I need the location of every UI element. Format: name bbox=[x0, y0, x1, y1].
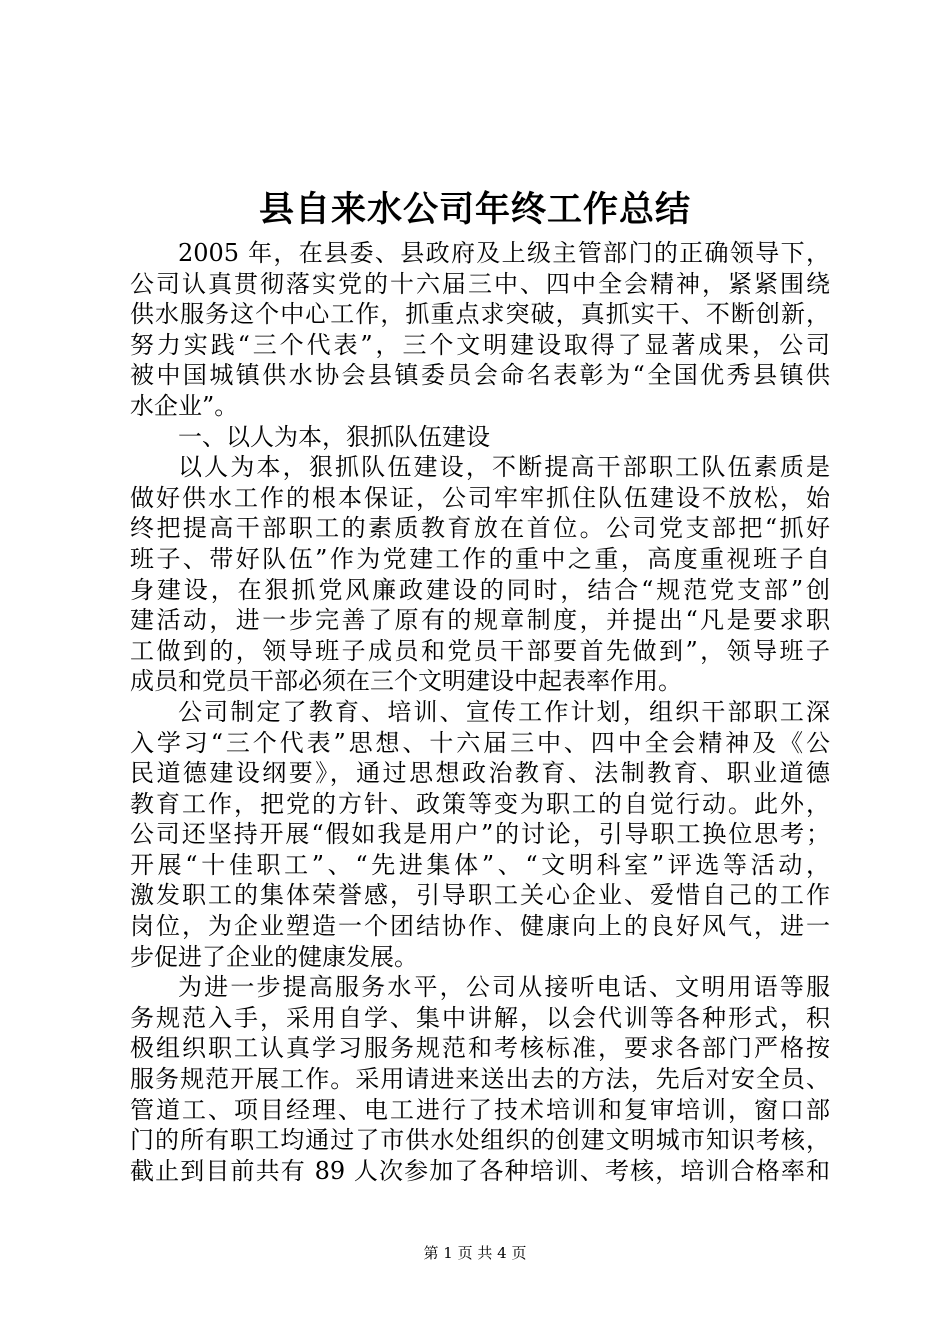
text-line: 公司认真贯彻落实党的十六届三中、四中全会精神，紧紧围绕 bbox=[130, 269, 830, 298]
text-line: 水企业”。 bbox=[130, 391, 239, 420]
text-line: 班子、带好队伍”作为党建工作的重中之重，高度重视班子自 bbox=[130, 544, 830, 573]
text-line: 公司还坚持开展“假如我是用户”的讨论，引导职工换位思考； bbox=[130, 820, 830, 849]
text-line: 建活动，进一步完善了原有的规章制度，并提出“凡是要求职 bbox=[130, 606, 830, 635]
text-line: 终把提高干部职工的素质教育放在首位。公司党支部把“抓好 bbox=[130, 514, 830, 543]
text-line: 公司制定了教育、培训、宣传工作计划，组织干部职工深 bbox=[178, 697, 830, 726]
text-line: 步促进了企业的健康发展。 bbox=[130, 942, 418, 971]
text-line: 一、以人为本，狠抓队伍建设 bbox=[178, 422, 490, 451]
text-line: 做好供水工作的根本保证，公司牢牢抓住队伍建设不放松，始 bbox=[130, 483, 830, 512]
text-line: 工做到的，领导班子成员和党员干部要首先做到”，领导班子 bbox=[130, 636, 830, 665]
text-line: 入学习“三个代表”思想、十六届三中、四中全会精神及《公 bbox=[130, 728, 830, 757]
text-line: 管道工、项目经理、电工进行了技术培训和复审培训，窗口部 bbox=[130, 1095, 830, 1124]
text-line: 以人为本，狠抓队伍建设，不断提高干部职工队伍素质是 bbox=[178, 453, 830, 482]
text-line: 身建设，在狠抓党风廉政建设的同时，结合“规范党支部”创 bbox=[130, 575, 830, 604]
page-footer: 第 1 页 共 4 页 bbox=[423, 1244, 527, 1262]
text-line: 截止到目前共有 89 人次参加了各种培训、考核，培训合格率和 bbox=[130, 1156, 830, 1185]
text-line: 教育工作，把党的方针、政策等变为职工的自觉行动。此外， bbox=[130, 789, 830, 818]
text-line: 2005 年，在县委、县政府及上级主管部门的正确领导下， bbox=[178, 239, 830, 267]
text-line: 服务规范开展工作。采用请进来送出去的方法，先后对安全员、 bbox=[130, 1065, 830, 1094]
text-line: 成员和党员干部必须在三个文明建设中起表率作用。 bbox=[130, 667, 682, 696]
text-line: 被中国城镇供水协会县镇委员会命名表彰为“全国优秀县镇供 bbox=[130, 361, 830, 390]
text-line: 务规范入手，采用自学、集中讲解，以会代训等各种形式，积 bbox=[130, 1003, 830, 1032]
text-line: 岗位，为企业塑造一个团结协作、健康向上的良好风气，进一 bbox=[130, 912, 830, 941]
text-line: 门的所有职工均通过了市供水处组织的创建文明城市知识考核， bbox=[130, 1126, 830, 1155]
text-line: 努力实践“三个代表”，三个文明建设取得了显著成果，公司 bbox=[130, 330, 830, 359]
text-line: 激发职工的集体荣誉感，引导职工关心企业、爱惜自己的工作 bbox=[130, 881, 830, 910]
text-line: 供水服务这个中心工作，抓重点求突破，真抓实干、不断创新， bbox=[130, 300, 830, 329]
text-line: 极组织职工认真学习服务规范和考核标准，要求各部门严格按 bbox=[130, 1034, 830, 1063]
document-body bbox=[130, 238, 830, 1186]
text-line: 为进一步提高服务水平，公司从接听电话、文明用语等服 bbox=[178, 973, 830, 1002]
document-title: 县自来水公司年终工作总结 bbox=[258, 189, 691, 230]
text-line: 开展“十佳职工”、“先进集体”、“文明科室”评选等活动， bbox=[130, 850, 830, 879]
text-line: 民道德建设纲要》，通过思想政治教育、法制教育、职业道德 bbox=[130, 759, 830, 788]
